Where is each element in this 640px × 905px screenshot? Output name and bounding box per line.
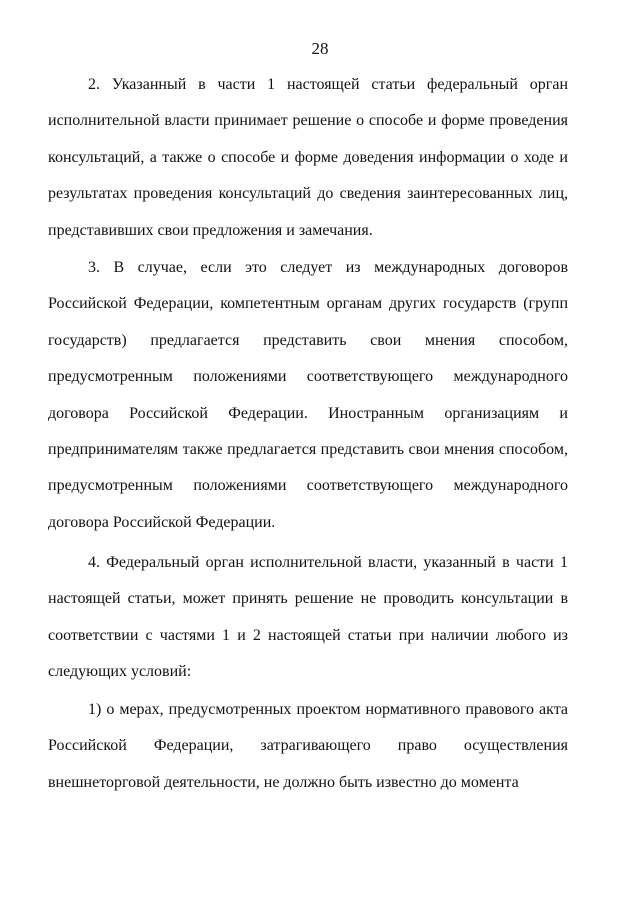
paragraph-3: 3. В случае, если это следует из международных договоров Российской Федерации, компетентным органам других государств (групп государств) предлагается представить свои мнения способом, предусмотренным положениями соответствующего международного договора Российской Федерации. Иностранным организациям и предпринимателям также предлагается представить свои мнения способом, предусмотренным положениями соответствующего международного договора Российской Федерации. (48, 259, 568, 531)
paragraph-2: 2. Указанный в части 1 настоящей статьи федеральный орган исполнительной власти принимает решение о способе и форме проведения консультаций, а также о способе и форме доведения информации о ходе и результатах проведения консультаций до сведения заинтересованных лиц, представивших свои предложения и замечания. (48, 76, 568, 239)
paragraph-4: 4. Федеральный орган исполнительной власти, указанный в части 1 настоящей статьи, может принять решение не проводить консультации в соответствии с частями 1 и 2 настоящей статьи при наличии любого из следующих условий: (48, 554, 568, 681)
paragraph-4-item-1: 1) о мерах, предусмотренных проектом нормативного правового акта Российской Федерации, затрагивающего право осуществления внешнеторговой деятельности, не должно быть известно до момента (48, 701, 568, 791)
page-number: 28 (311, 39, 329, 58)
